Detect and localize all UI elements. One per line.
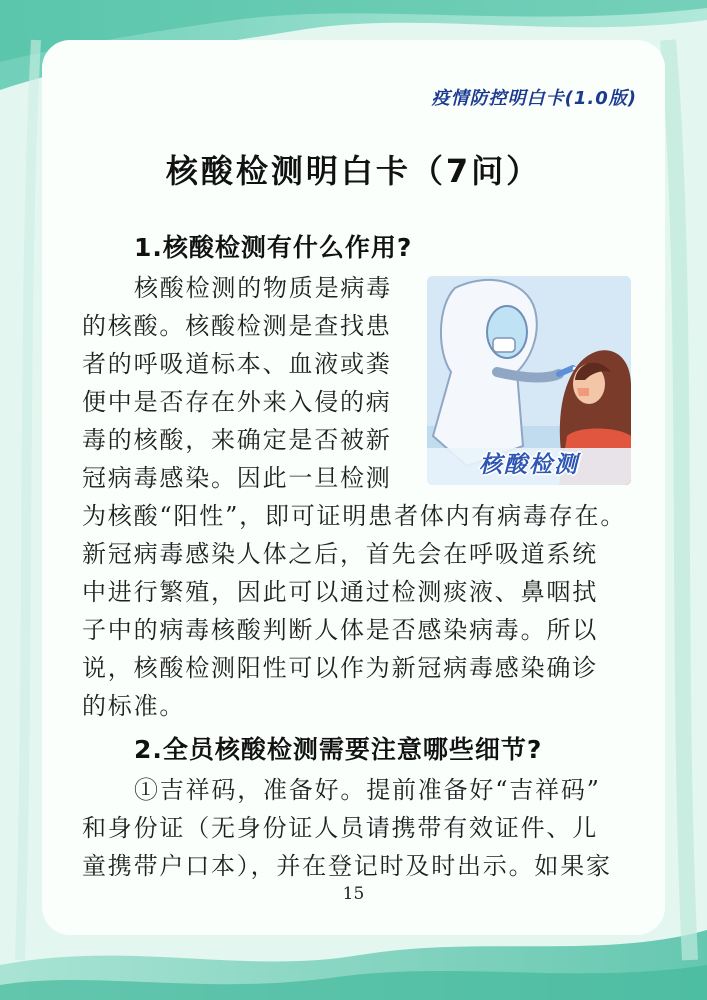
q1-line: 的核酸。核酸检测是查找患 [82, 312, 392, 340]
q1-line: 为核酸“阳性”，即可证明患者体内有病毒存在。 [82, 502, 627, 530]
q1-line: 新冠病毒感染人体之后，首先会在呼吸道系统 [82, 540, 598, 568]
q1-line: 说，核酸检测阳性可以作为新冠病毒感染确诊 [82, 654, 598, 682]
q2-line: 童携带户口本），并在登记时及时出示。如果家 [82, 852, 612, 880]
page-number: 15 [342, 884, 365, 904]
q1-line: 毒的核酸，来确定是否被新 [82, 426, 392, 454]
question-2-heading: 2.全员核酸检测需要注意哪些细节? [134, 735, 543, 764]
q1-line: 子中的病毒核酸判断人体是否感染病毒。所以 [82, 616, 598, 644]
q1-line: 冠病毒感染。因此一旦检测 [82, 464, 392, 492]
series-label: 疫情防控明白卡(1.0版) [431, 88, 637, 109]
nucleic-acid-test-illustration [427, 276, 631, 485]
q2-line: ①吉祥码，准备好。提前准备好“吉祥码” [134, 776, 601, 804]
q1-line: 核酸检测的物质是病毒 [134, 274, 392, 302]
question-1-heading: 1.核酸检测有什么作用? [134, 233, 413, 262]
q1-line: 中进行繁殖，因此可以通过检测痰液、鼻咽拭 [82, 578, 598, 606]
q2-line: 和身份证（无身份证人员请携带有效证件、儿 [82, 814, 598, 842]
q1-line: 便中是否存在外来入侵的病 [82, 388, 392, 416]
q1-line: 者的呼吸道标本、血液或粪 [82, 350, 392, 378]
page-title: 核酸检测明白卡（7问） [165, 152, 542, 190]
q1-line: 的标准。 [82, 692, 186, 720]
illustration-caption: 核酸检测 [479, 452, 579, 478]
